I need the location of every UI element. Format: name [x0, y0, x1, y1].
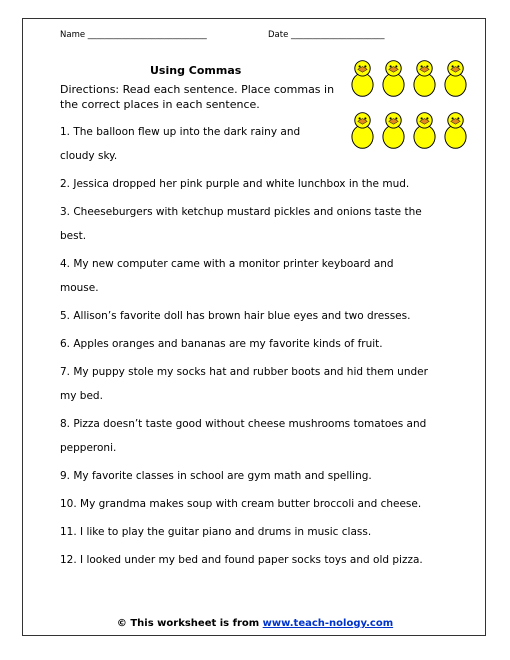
- question-item: [60, 412, 427, 460]
- chick-icon: [412, 58, 437, 98]
- question-text: 12. I looked under my bed and found paper socks toys and old pizza.: [60, 554, 423, 566]
- question-text-continued: best.: [60, 230, 87, 242]
- directions-text: Directions: Read each sentence. Place commas in the correct places in each sentence.: [60, 83, 335, 111]
- question-text: 2. Jessica dropped her pink purple and white lunchbox in the mud.: [60, 178, 410, 190]
- question-item: [60, 252, 394, 300]
- question-list: [60, 120, 428, 576]
- question-text: 8. Pizza doesn’t taste good without cheese mushrooms tomatoes and: [60, 418, 427, 430]
- question-item: [60, 464, 390, 488]
- question-text: 10. My grandma makes soup with cream butter broccoli and cheese.: [60, 498, 422, 510]
- chick-icon: [443, 110, 468, 150]
- question-text: 7. My puppy stole my socks hat and rubber boots and hid them under: [60, 366, 428, 378]
- footer-prefix: © This worksheet is from: [116, 618, 263, 629]
- chick-icon: [381, 58, 406, 98]
- question-text: 11. I like to play the guitar piano and drums in music class.: [60, 526, 372, 538]
- question-text-continued: cloudy sky.: [60, 150, 118, 162]
- chick-icon: [412, 110, 437, 150]
- question-text-continued: pepperoni.: [60, 442, 117, 454]
- question-text: 6. Apples oranges and bananas are my favorite kinds of fruit.: [60, 338, 383, 350]
- date-field-label: Date ______________________: [268, 30, 385, 40]
- teach-nology-link[interactable]: www.teach-nology.com: [262, 618, 394, 629]
- chick-icon: [443, 58, 468, 98]
- name-field-label: Name ____________________________: [60, 30, 207, 40]
- question-item: [60, 492, 422, 516]
- question-text: 3. Cheeseburgers with ketchup mustard pickles and onions taste the: [60, 206, 422, 218]
- question-text: 9. My favorite classes in school are gym math and spelling.: [60, 470, 372, 482]
- chick-icon: [350, 58, 375, 98]
- question-text-continued: my bed.: [60, 390, 103, 402]
- question-item: [60, 120, 390, 168]
- question-item: [60, 304, 411, 328]
- question-text-continued: mouse.: [60, 282, 99, 294]
- question-text: 4. My new computer came with a monitor printer keyboard and: [60, 258, 394, 270]
- footer: [0, 618, 510, 629]
- question-item: [60, 172, 410, 196]
- question-item: [60, 360, 428, 408]
- question-item: [60, 520, 390, 544]
- question-text: 1. The balloon flew up into the dark rainy and: [60, 126, 301, 138]
- question-item: [60, 548, 423, 572]
- question-text: 5. Allison’s favorite doll has brown hair blue eyes and two dresses.: [60, 310, 411, 322]
- worksheet-title: Using Commas: [150, 64, 242, 77]
- question-item: [60, 332, 390, 356]
- question-item: [60, 200, 422, 248]
